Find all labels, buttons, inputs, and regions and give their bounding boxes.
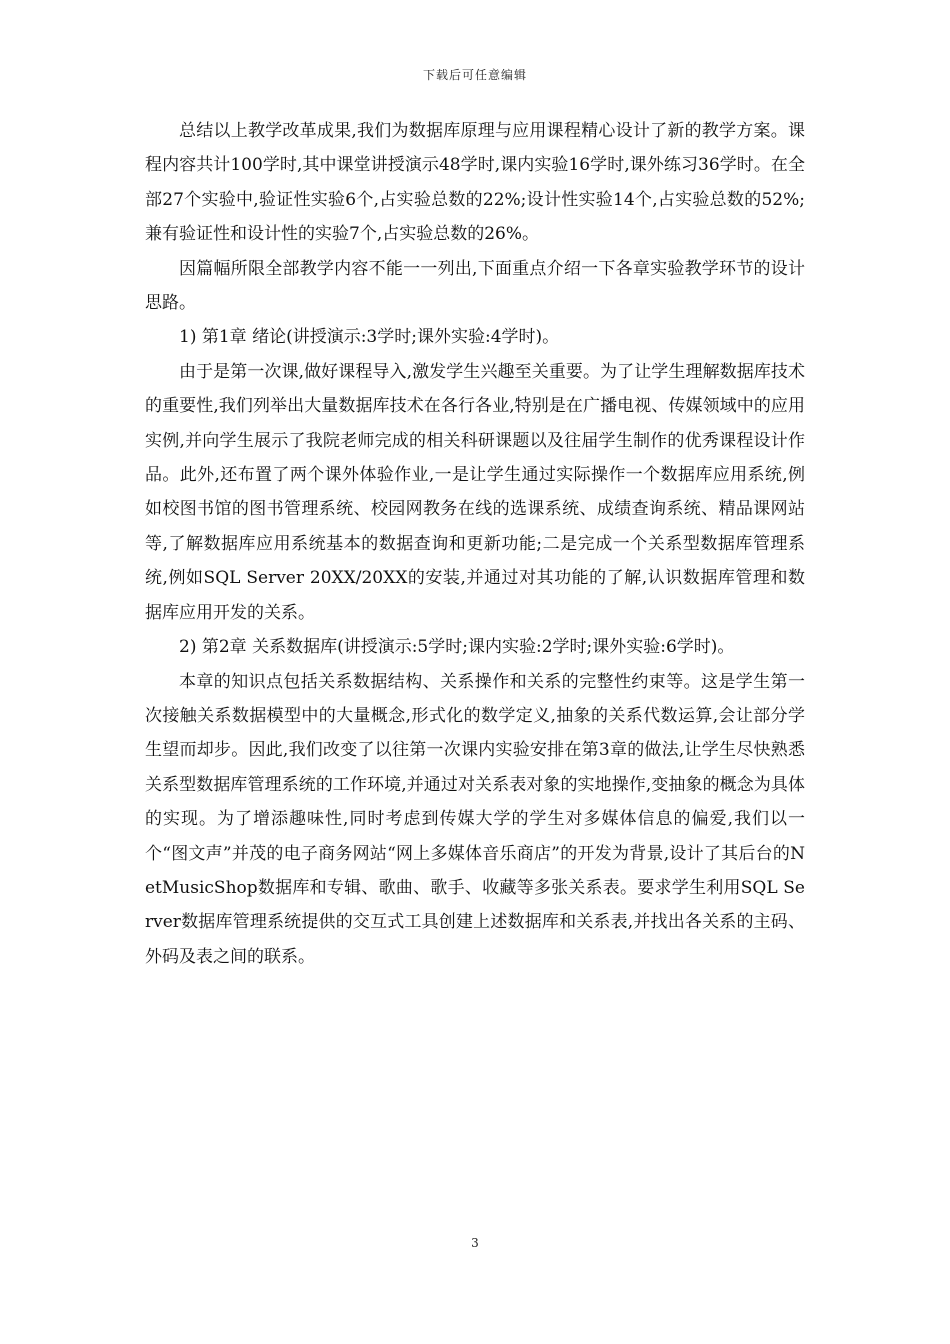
- page-header-note: 下载后可任意编辑: [422, 68, 527, 82]
- paragraph-chapter-2: 本章的知识点包括关系数据结构、关系操作和关系的完整性约束等。这是学生第一次接触关系数据模型中的大量概念,形式化的数学定义,抽象的关系代数运算,会让部分学生望而却步。因此,我们改变了以往第一次课内实验安排在第3章的做法,让学生尽快熟悉关系型数据库管理系统的工作环境,并通过对关系表对象的实地操作,变抽象的概念为具体的实现。为了增添趣味性,同时考虑到传媒大学的学生对多媒体信息的偏爱,我们以一个“图文声”并茂的电子商务网站“网上多媒体音乐商店”的开发为背景,设计了其后台的NetMusicShop数据库和专辑、歌曲、歌手、收藏等多张关系表。要求学生利用SQL Server数据库管理系统提供的交互式工具创建上述数据库和关系表,并找出各关系的主码、外码及表之间的联系。: [145, 671, 805, 967]
- document-body: [145, 114, 805, 974]
- page-number: 3: [471, 1236, 479, 1250]
- paragraph-chapter-1: 由于是第一次课,做好课程导入,激发学生兴趣至关重要。为了让学生理解数据库技术的重要性,我们列举出大量数据库技术在各行各业,特别是在广播电视、传媒领域中的应用实例,并向学生展示了我院老师完成的相关科研课题以及往届学生制作的优秀课程设计作品。此外,还布置了两个课外体验作业,一是让学生通过实际操作一个数据库应用系统,例如校图书馆的图书管理系统、校园网教务在线的选课系统、成绩查询系统、精品课网站等,了解数据库应用系统基本的数据查询和更新功能;二是完成一个关系型数据库管理系统,例如SQL Server 20XX/20XX的安装,并通过对其功能的了解,认识数据库管理和数据库应用开发的关系。: [145, 361, 805, 623]
- paragraph-intro: 因篇幅所限全部教学内容不能一一列出,下面重点介绍一下各章实验教学环节的设计思路。: [145, 258, 805, 314]
- chapter-1-heading: 1) 第1章 绪论(讲授演示:3学时;课外实验:4学时)。: [179, 327, 560, 348]
- paragraph-summary: 总结以上教学改革成果,我们为数据库原理与应用课程精心设计了新的教学方案。课程内容共计100学时,其中课堂讲授演示48学时,课内实验16学时,课外练习36学时。在全部27个实验中,验证性实验6个,占实验总数的22%;设计性实验14个,占实验总数的52%;兼有验证性和设计性的实验7个,占实验总数的26%。: [145, 121, 805, 245]
- chapter-2-heading: 2) 第2章 关系数据库(讲授演示:5学时;课内实验:2学时;课外实验:6学时)。: [179, 637, 735, 658]
